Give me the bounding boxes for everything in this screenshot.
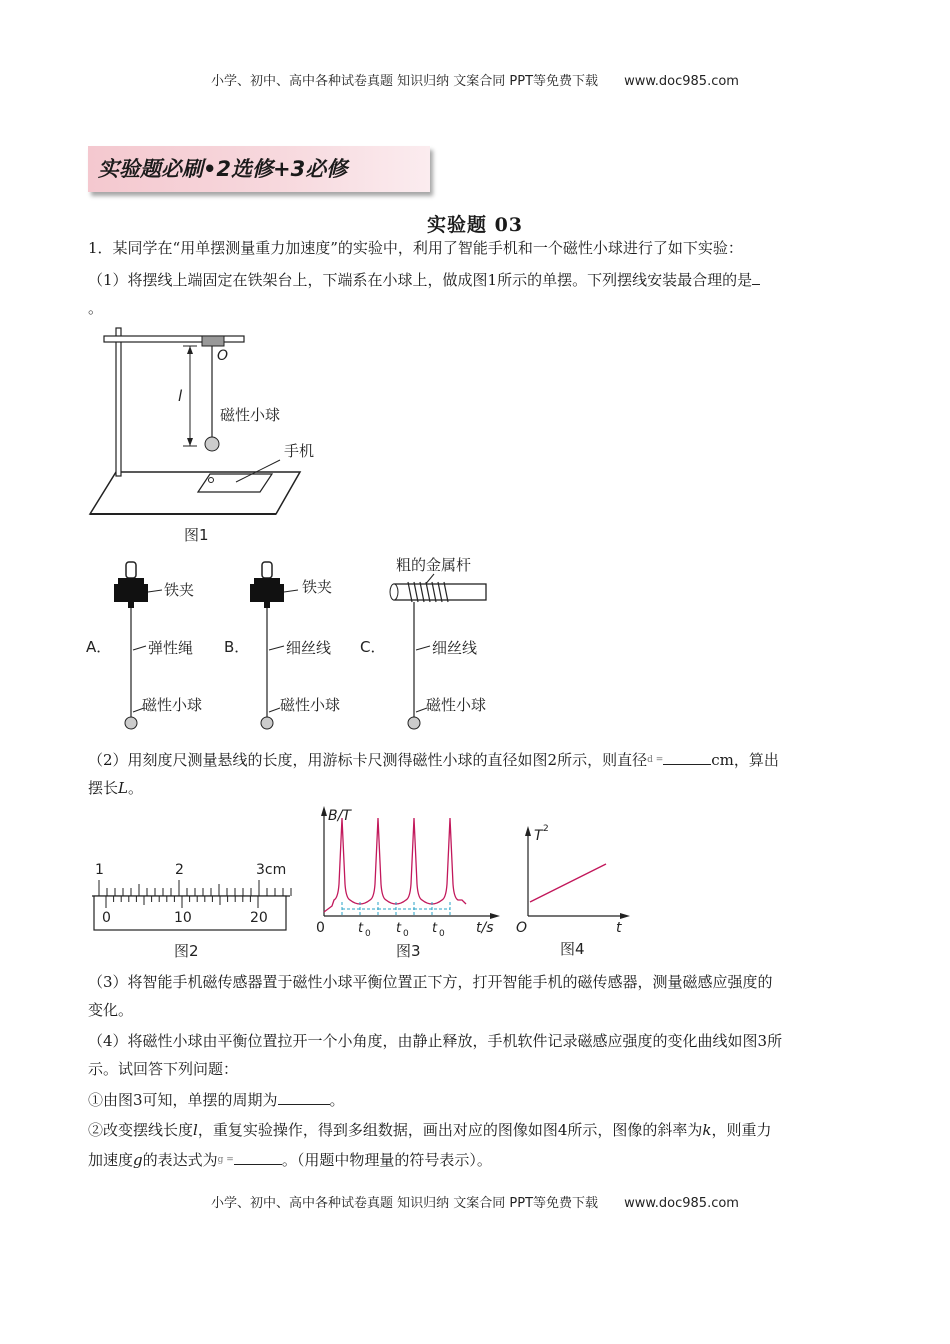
t0-label-1 — [358, 921, 371, 939]
figure-2-caption: 图2 — [174, 942, 199, 960]
banner-text: 实验题必刷•2选修+3必修 — [98, 157, 348, 181]
figure-2-vernier — [86, 852, 296, 964]
part2-text — [88, 750, 868, 770]
option-C-line-label: 细丝线 — [432, 639, 478, 657]
option-A-clamp-label: 铁夹 — [164, 581, 195, 599]
pendulum-ball — [205, 437, 219, 451]
sub-b2-post: 。（用题中物理量的符号表示）。 — [281, 1151, 492, 1169]
part2-line2 — [88, 778, 868, 798]
label-ball: 磁性小球 — [220, 406, 281, 424]
main-scale-label-3: 3cm — [256, 862, 287, 878]
figure-1-caption: 图1 — [184, 526, 209, 544]
section-banner — [88, 146, 430, 192]
vernier-label-20: 20 — [250, 910, 268, 926]
field-curve — [324, 818, 466, 912]
option-A-letter: A． — [86, 638, 112, 656]
option-A-ball-label: 磁性小球 — [142, 696, 203, 714]
footer-site-link[interactable]: www.doc985.com — [624, 1196, 739, 1211]
svg-text:0: 0 — [365, 929, 371, 939]
symbol-k: k — [702, 1121, 712, 1139]
svg-text:t: t — [358, 921, 364, 936]
svg-text:t: t — [432, 921, 438, 936]
figure-1-pendulum — [86, 322, 316, 550]
g-symbol: g = — [217, 1155, 234, 1165]
figure-3-field-curve — [312, 804, 502, 962]
option-C-ball-label: 磁性小球 — [426, 696, 487, 714]
figure-4-T2-plot — [512, 820, 632, 962]
option-B-line-label: 细丝线 — [286, 639, 332, 657]
header-text: 小学、初中、高中各种试卷真题 知识归纳 文案合同 PPT等免费下载 — [211, 74, 599, 89]
option-A-clamp — [114, 562, 148, 608]
part4-line2: 示。试回答下列问题： — [88, 1060, 239, 1078]
figure-3-caption: 图3 — [396, 942, 421, 960]
fig4-ylabel: T — [534, 828, 543, 844]
option-B-clamp — [250, 562, 284, 608]
sub-b-line1 — [88, 1120, 868, 1140]
diameter-symbol: d = — [647, 755, 664, 765]
option-B-ball-label: 磁性小球 — [280, 696, 341, 714]
question-intro: 1．某同学在“用单摆测量重力加速度”的实验中，利用了智能手机和一个磁性小球进行了如下实验： — [88, 239, 743, 257]
part2-line2-pre: 摆长 — [88, 779, 119, 797]
part1-end: 。 — [88, 299, 104, 317]
part1-line: （1）将摆线上端固定在铁架台上，下端系在小球上，做成图1所示的单摆。下列摆线安装最合理的是 — [88, 271, 753, 289]
footer-text: 小学、初中、高中各种试卷真题 知识归纳 文案合同 PPT等免费下载 — [211, 1196, 599, 1211]
fig4-ylabel-sup: 2 — [543, 824, 549, 834]
option-C-letter: C． — [360, 638, 386, 656]
option-B-clamp-label: 铁夹 — [302, 578, 333, 596]
fig3-origin: 0 — [316, 920, 325, 936]
sub-b2-mid: 的表达式为 — [142, 1151, 218, 1169]
figure-4-caption: 图4 — [560, 940, 585, 958]
answer-blank-1[interactable] — [752, 270, 760, 285]
part1-text — [88, 270, 868, 290]
symbol-L: L — [118, 779, 128, 797]
label-l: l — [178, 387, 183, 405]
part2-line: （2）用刻度尺测量悬线的长度，用游标卡尺测得磁性小球的直径如图2所示，则直径 — [88, 751, 648, 769]
header-site-link[interactable]: www.doc985.com — [624, 74, 739, 89]
answer-blank-diameter[interactable] — [663, 750, 711, 765]
page-footer — [0, 1192, 950, 1211]
page-header — [0, 70, 950, 89]
answer-blank-g[interactable] — [234, 1150, 282, 1165]
sub-a — [88, 1090, 868, 1110]
part2-line2-post: 。 — [127, 779, 143, 797]
part4-line1: （4）将磁性小球由平衡位置拉开一个小角度，由静止释放，手机软件记录磁感应强度的变化曲线如图3所 — [88, 1032, 783, 1050]
part3-line1: （3）将智能手机磁传感器置于磁性小球平衡位置正下方，打开智能手机的磁传感器，测量磁感应强度的 — [88, 973, 773, 991]
sub-b-post: ，则重力 — [711, 1121, 772, 1139]
label-phone: 手机 — [284, 442, 315, 460]
part2-unit: cm，算出 — [711, 751, 779, 769]
symbol-l: l — [193, 1121, 198, 1139]
sub-b-line2 — [88, 1150, 868, 1170]
part3-line2: 变化。 — [88, 1001, 134, 1019]
fig3-xlabel: t/s — [476, 920, 494, 936]
vernier-label-0: 0 — [102, 910, 111, 926]
fig3-ylabel: B/T — [328, 808, 351, 824]
answer-blank-period[interactable] — [278, 1090, 330, 1105]
sub-b-pre: ②改变摆线长度 — [88, 1121, 194, 1139]
option-C-rod — [390, 582, 486, 602]
vernier-label-10: 10 — [174, 910, 192, 926]
phone-shape — [198, 474, 272, 492]
main-scale-ticks — [99, 880, 291, 896]
page-title: 实验题 03 — [426, 214, 524, 236]
options-figure — [84, 552, 524, 738]
sub-a-end: 。 — [329, 1091, 345, 1109]
svg-text:0: 0 — [403, 929, 409, 939]
option-A-line-label: 弹性绳 — [148, 639, 194, 657]
main-scale-label-2: 2 — [175, 862, 184, 878]
svg-text:0: 0 — [439, 929, 445, 939]
fig4-xlabel: t — [616, 920, 622, 936]
symbol-g: g — [133, 1151, 143, 1169]
option-C-rod-label: 粗的金属杆 — [396, 556, 472, 574]
option-B-letter: B． — [224, 638, 250, 656]
clamp-block — [202, 336, 224, 346]
fig4-line — [530, 864, 606, 902]
main-scale-label-1: 1 — [95, 862, 104, 878]
stand-pole — [116, 328, 121, 476]
t0-label-2 — [396, 921, 409, 939]
sub-a-text: ①由图3可知，单摆的周期为 — [88, 1091, 278, 1109]
t0-label-3 — [432, 921, 445, 939]
label-O: O — [217, 348, 229, 364]
svg-text:t: t — [396, 921, 402, 936]
fig4-origin: O — [516, 920, 528, 936]
sub-b2-pre: 加速度 — [88, 1151, 134, 1169]
sub-b-mid: ，重复实验操作，得到多组数据，画出对应的图像如图4所示，图像的斜率为 — [197, 1121, 703, 1139]
